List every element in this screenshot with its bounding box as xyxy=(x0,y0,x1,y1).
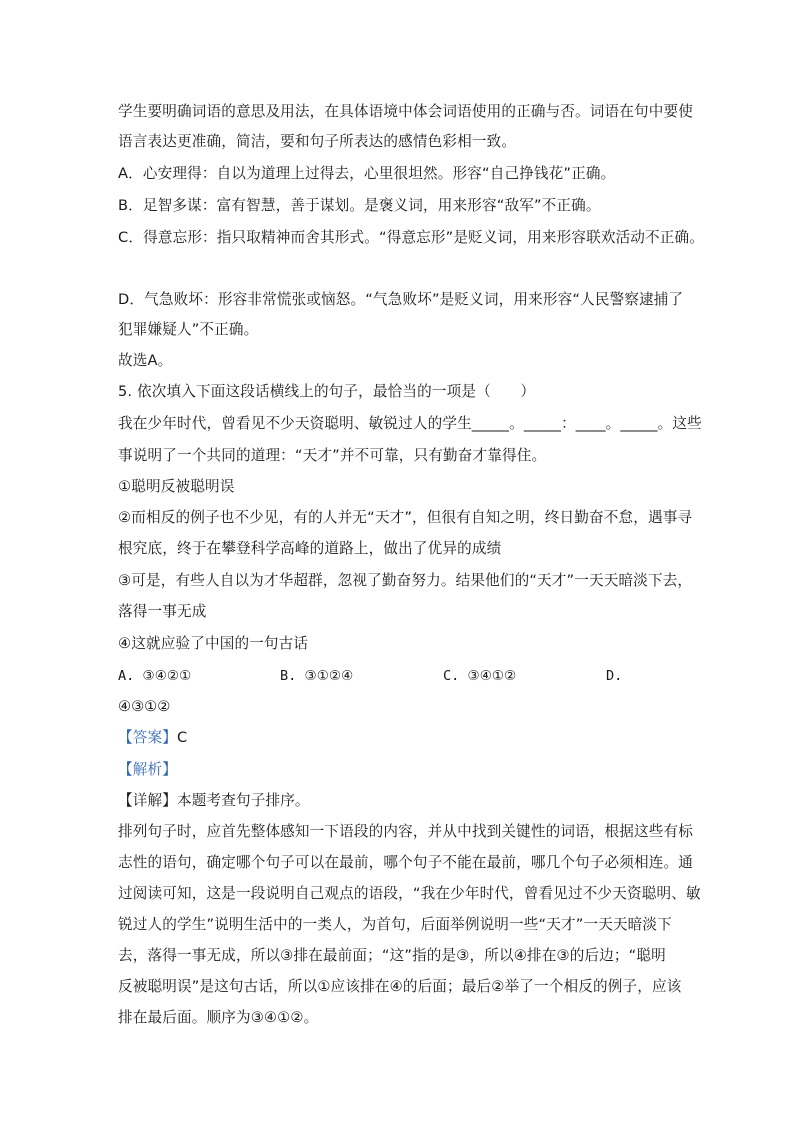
detail-line xyxy=(118,791,310,811)
text-line: 学生要明确词语的意思及用法，在具体语境中体会词语使用的正确与否。词语在句中要使 xyxy=(118,103,694,120)
conclusion-line: 故选A。 xyxy=(118,352,173,369)
text-line: 犯罪嫌疑人”不正确。 xyxy=(118,321,259,338)
option-a: A. ③④②① xyxy=(118,668,192,684)
sentence-3: ③可是，有些人自以为才华超群，忽视了勤奋努力。结果他们的“天才”一天天暗淡下去， xyxy=(118,572,693,589)
explanation-line: 排在最后面。顺序为③④①②。 xyxy=(118,1009,319,1026)
explanation-line: 排列句子时，应首先整体感知一下语段的内容，并从中找到关键性的词语，根据这些有标 xyxy=(118,823,694,840)
sentence-2: ②而相反的例子也不少见，有的人并无“天才”，但很有自知之明，终日勤奋不怠，遇事寻 xyxy=(118,509,693,526)
analysis-line xyxy=(118,760,177,780)
option-b: B. ③①②④ xyxy=(280,668,354,684)
text-line: 语言表达更准确，简洁，要和句子所表达的感情色彩相一致。 xyxy=(118,133,517,150)
option-explanation-a: A．心安理得：自以为道理上过得去，心里很坦然。形容“自己挣钱花”正确。 xyxy=(118,165,616,182)
option-explanation-d: D．气急败坏：形容非常慌张或恼怒。“气急败坏”是贬义词，用来形容“人民警察逮捕了 xyxy=(118,291,684,308)
answer-value: C xyxy=(176,729,188,746)
sentence-3-cont: 落得一事无成 xyxy=(118,603,207,620)
explanation-line: 锐过人的学生”说明生活中的一类人，为首句，后面举例说明一些“天才”一天天暗淡下 xyxy=(118,916,672,933)
sentence-4: ④这就应验了中国的一句古话 xyxy=(118,635,309,652)
detail-first: 本题考查句子排序。 xyxy=(176,792,310,809)
detail-tag: 【详解】 xyxy=(118,792,177,809)
option-explanation-c: C．得意忘形：指只取精神而舍其形式。“得意忘形”是贬义词，用来形容联欢活动不正确。 xyxy=(118,229,705,246)
explanation-line: 反被聪明误”是这句古话，所以①应该排在④的后面；最后②举了一个相反的例子，应该 xyxy=(118,978,682,995)
explanation-line: 去，落得一事无成，所以③排在最前面；“这”指的是③，所以④排在③的后边；“聪明 xyxy=(118,947,666,964)
option-explanation-b: B．足智多谋：富有智慧，善于谋划。是褒义词，用来形容“敌军”不正确。 xyxy=(118,197,601,214)
question-passage-line: 事说明了一个共同的道理：“天才”并不可靠，只有勤奋才靠得住。 xyxy=(118,447,547,464)
explanation-line: 志性的语句，确定哪个句子可以在最前，哪个句子不能在最前，哪几个句子必须相连。通 xyxy=(118,854,694,871)
sentence-1: ①聪明反被聪明误 xyxy=(118,478,235,495)
question-title: 5. 依次填入下面这段话横线上的句子，最恰当的一项是（ ） xyxy=(118,383,536,400)
question-passage-line: 我在少年时代，曾看见不少天资聪明、敏锐过人的学生_____。_____：____。_____。这些 xyxy=(118,415,702,432)
option-d-content: ④③①② xyxy=(118,698,171,715)
analysis-tag: 【解析】 xyxy=(118,761,177,778)
sentence-2-cont: 根究底，终于在攀登科学高峰的道路上，做出了优异的成绩 xyxy=(118,540,502,557)
option-d: D. xyxy=(606,668,623,684)
explanation-line: 过阅读可知，这是一段说明自己观点的语段，“我在少年时代，曾看见过不少天资聪明、敏 xyxy=(118,885,701,902)
answer-line xyxy=(118,728,187,748)
option-c: C. ③④①② xyxy=(443,668,517,684)
answer-tag: 【答案】 xyxy=(118,729,177,746)
